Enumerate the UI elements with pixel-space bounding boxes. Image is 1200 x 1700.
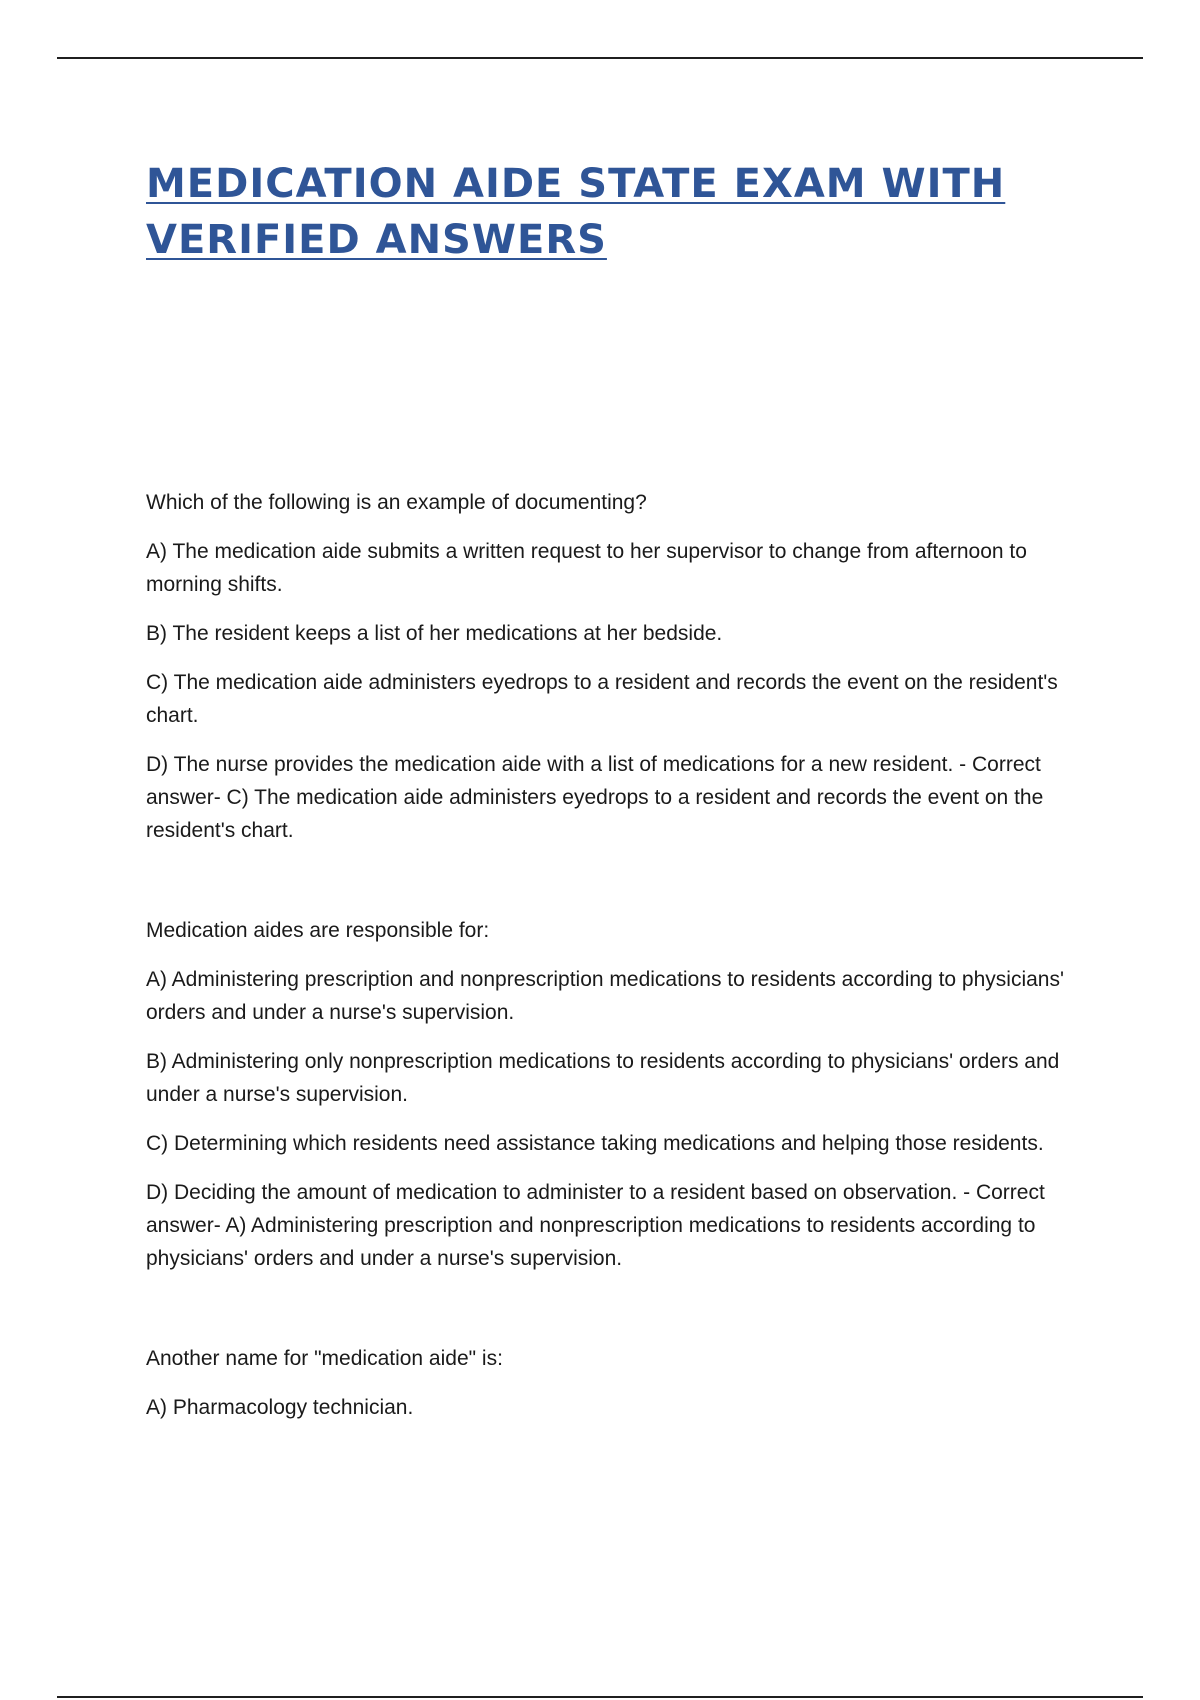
answer-option-c: C) The medication aide administers eyedrops to a resident and records the event on the resident's chart. xyxy=(146,671,1058,727)
answer-option-a: A) Administering prescription and nonprescription medications to residents according to physicians' orders and under a nurse's supervision. xyxy=(146,968,1064,1024)
answer-option-d: D) The nurse provides the medication aide with a list of medications for a new resident. - Correct answer- C) The medication aide administers eyedrops to a resident and records the event on the resident's chart. xyxy=(146,753,1044,842)
bottom-divider xyxy=(57,1696,1143,1698)
document-title: MEDICATION AIDE STATE EXAM WITH VERIFIED ANSWERS xyxy=(146,161,1006,263)
answer-option-a: A) The medication aide submits a written request to her supervisor to change from afternoon to morning shifts. xyxy=(146,540,1027,596)
answer-option-a: A) Pharmacology technician. xyxy=(146,1396,414,1419)
question-text: Another name for "medication aide" is: xyxy=(146,1347,503,1370)
answer-option-b: B) The resident keeps a list of her medications at her bedside. xyxy=(146,622,723,645)
question-block-2 xyxy=(146,914,1096,1275)
answer-option-c: C) Determining which residents need assistance taking medications and helping those residents. xyxy=(146,1132,1044,1155)
answer-option-d: D) Deciding the amount of medication to administer to a resident based on observation. - Correct answer- A) Administering prescription and nonprescription medications to residents according to physicians' orders and under a nurse's supervision. xyxy=(146,1181,1045,1270)
question-block-3 xyxy=(146,1342,1096,1424)
top-divider xyxy=(57,57,1143,59)
document-body xyxy=(146,156,1096,1491)
question-text: Medication aides are responsible for: xyxy=(146,919,490,942)
question-text: Which of the following is an example of documenting? xyxy=(146,491,647,514)
question-list xyxy=(146,486,1096,1424)
answer-option-b: B) Administering only nonprescription medications to residents according to physicians' orders and under a nurse's supervision. xyxy=(146,1050,1060,1106)
question-block-1 xyxy=(146,486,1096,847)
